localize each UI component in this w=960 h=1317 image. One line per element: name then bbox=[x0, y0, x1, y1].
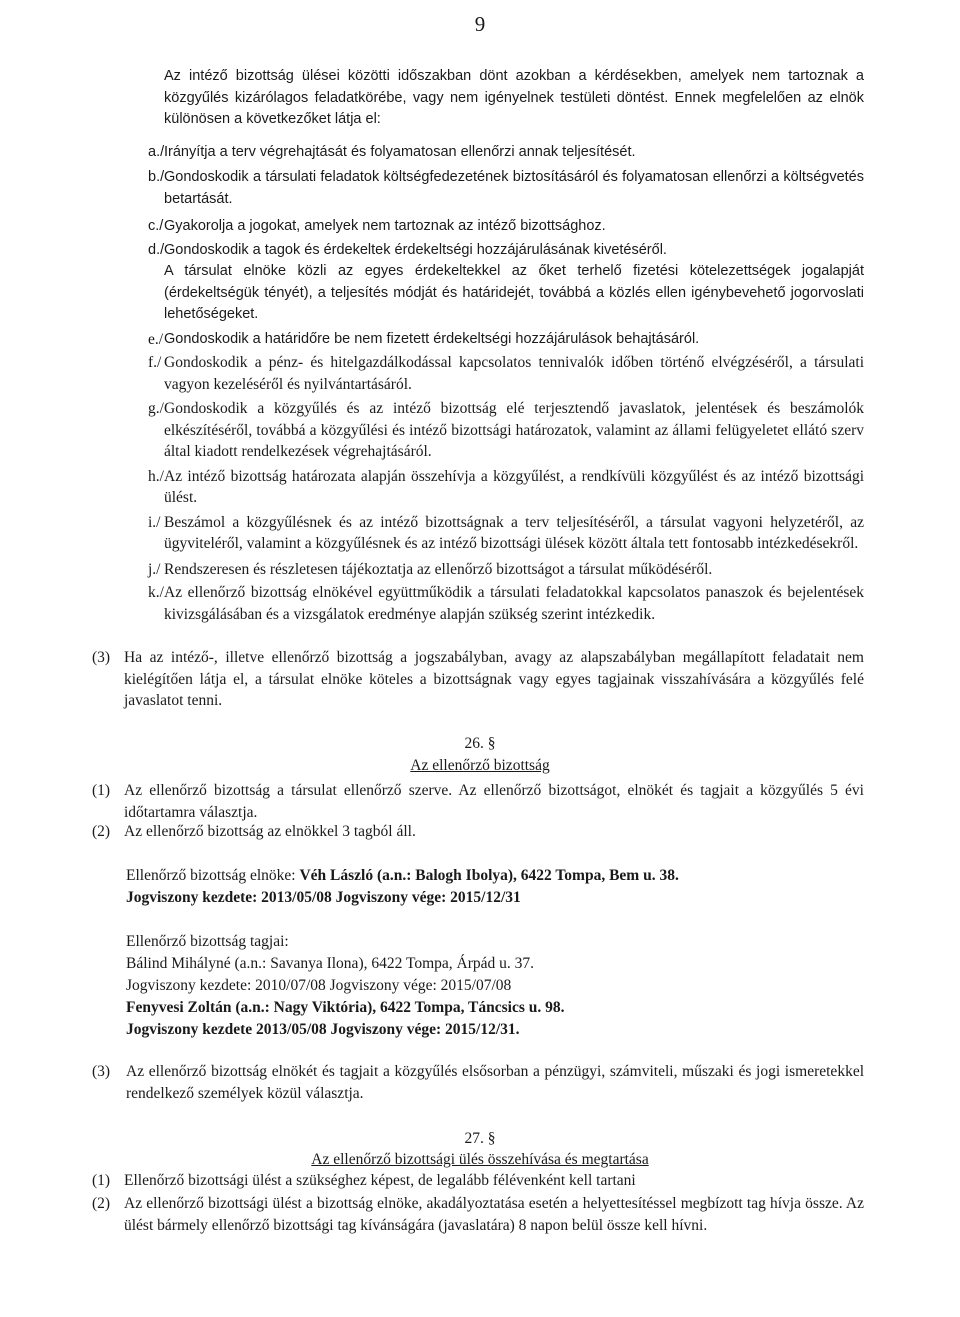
member-2-term: Jogviszony kezdete 2013/05/08 Jogviszony vége: 2015/12/31. bbox=[126, 1021, 520, 1038]
item-label: a./ bbox=[148, 144, 165, 160]
item-label: j./ bbox=[148, 560, 161, 578]
section-26-title: Az ellenőrző bizottság bbox=[410, 757, 550, 774]
members-heading: Ellenőrző bizottság tagjai: bbox=[126, 933, 289, 950]
s27-paragraph-2 bbox=[92, 1193, 864, 1236]
item-text: Gondoskodik a határidőre be nem fizetett érdekeltségi hozzájárulások behajtásáról. bbox=[164, 330, 700, 347]
chair-line bbox=[126, 865, 679, 887]
item-label: i./ bbox=[148, 513, 161, 531]
member-1-term: Jogviszony kezdete: 2010/07/08 Jogviszony vége: 2015/07/08 bbox=[126, 977, 512, 994]
paragraph-text: Az ellenőrző bizottság a társulat ellenőrző szerve. Az ellenőrző bizottságot, elnökét és tagjait a közgyűlés 5 évi időtartamra választja. bbox=[124, 782, 864, 821]
item-label: k./ bbox=[148, 584, 164, 601]
duties-list bbox=[148, 142, 864, 625]
list-item bbox=[148, 398, 864, 463]
item-text: Irányítja a terv végrehajtását és folyamatosan ellenőrzi annak teljesítését. bbox=[164, 144, 636, 160]
paragraph-3 bbox=[92, 647, 864, 712]
paragraph-label: (1) bbox=[92, 782, 111, 799]
list-item bbox=[148, 329, 864, 351]
item-text: Gondoskodik a pénz- és hitelgazdálkodással kapcsolatos tennivalók időben történő elvégzéséről, a társulati vagyon kezeléséről és nyilvántartásáról. bbox=[164, 354, 864, 393]
member-1-name: Bálind Mihályné (a.n.: Savanya Ilona), 6422 Tompa, Árpád u. 37. bbox=[126, 955, 535, 972]
item-extra-text: A társulat elnöke közli az egyes érdekeltekkel az őket terhelő fizetési kötelezettségek jogalapját (érdekeltségük tényét), a teljesítés módját és határidejét, továbbá a közlés ellen igénybevehető jogorvoslati lehetőségeket. bbox=[164, 263, 864, 322]
item-text: Az ellenőrző bizottság elnökével együttműködik a társulati feladatokkal kapcsolatos panaszok és bejelentések kivizsgálásában és a vizsgálatok eredménye alapján szükség szerint intézkedik. bbox=[164, 584, 864, 623]
list-item bbox=[148, 240, 864, 326]
item-text: Gondoskodik a tagok és érdekeltek érdekeltségi hozzájárulásának kivetéséről. bbox=[164, 241, 667, 258]
paragraph-text: Az ellenőrző bizottság az elnökkel 3 tagból áll. bbox=[124, 823, 416, 840]
item-label: g./ bbox=[148, 400, 164, 417]
paragraph-text: Az ellenőrző bizottsági ülést a bizottság elnöke, akadályoztatása esetén a helyettesítéssel megbízott tag hívja össze. Az ülést bármely ellenőrző bizottsági tag kívánságára (javaslatára) 8 napon belül össze kell hívni. bbox=[124, 1195, 864, 1234]
item-text: Rendszeresen és részletesen tájékoztatja az ellenőrző bizottságot a társulat működéséről. bbox=[164, 560, 713, 578]
item-label: b./ bbox=[148, 169, 165, 185]
paragraph-text: Ha az intéző-, illetve ellenőrző bizottság a jogszabályban, avagy az alapszabályban megállapított feladatait nem kielégítően látja el, a társulat elnöke köteles a bizottságnak vagy egyes tagjainak visszahívására a közgyűlés felé javaslatot tenni. bbox=[124, 649, 864, 709]
chair-prefix: Ellenőrző bizottság elnöke: bbox=[126, 867, 300, 884]
section-27-number: 27. § bbox=[464, 1130, 496, 1147]
list-item bbox=[148, 582, 864, 625]
list-item bbox=[148, 466, 864, 509]
paragraph-label: (3) bbox=[92, 649, 111, 666]
item-text: Beszámol a közgyűlésnek és az intéző bizottságnak a terv teljesítéséről, a társulat vagyoni helyzetéről, az ügyviteléről, valamint a közgyűlésnek és az intéző bizottsági ülések között általa tett fontosabb intézkedésekről. bbox=[164, 513, 864, 552]
item-text: Gyakorolja a jogokat, amelyek nem tartoznak az intéző bizottsághoz. bbox=[164, 218, 606, 234]
list-item bbox=[148, 352, 864, 395]
paragraph-text: Az ellenőrző bizottság elnökét és tagjait a közgyűlés elsősorban a pénzügyi, számviteli, műszaki és jogi ismeretekkel rendelkező személyek közül választja. bbox=[126, 1063, 864, 1102]
intro-paragraph: Az intéző bizottság ülései közötti időszakban dönt azokban a kérdésekben, amelyek nem tartoznak a közgyűlés kizárólagos feladatkörébe, vagy nem igényelnek testületi döntést. Ennek megfelelően az elnök különösen a következőket látja el: bbox=[164, 68, 864, 127]
list-item bbox=[148, 559, 864, 581]
chair-name: Véh László (a.n.: Balogh Ibolya), 6422 Tompa, Bem u. 38. bbox=[299, 867, 679, 884]
page-number: 9 bbox=[474, 12, 486, 36]
item-label: c./ bbox=[148, 218, 164, 234]
s27-paragraph-1 bbox=[92, 1170, 864, 1192]
list-item bbox=[148, 216, 864, 238]
item-label: h./ bbox=[148, 467, 164, 485]
item-body bbox=[164, 240, 864, 326]
item-label: f./ bbox=[148, 354, 162, 371]
section-27-title: Az ellenőrző bizottsági ülés összehívása és megtartása bbox=[311, 1151, 649, 1168]
s26-paragraph-1 bbox=[92, 780, 864, 823]
paragraph-text: Ellenőrző bizottsági ülést a szükséghez képest, de legalább félévenként kell tartani bbox=[124, 1172, 636, 1189]
item-text: Gondoskodik a társulati feladatok költségfedezetének biztosításáról és folyamatosan ellenőrzi a költségvetés betartását. bbox=[164, 169, 864, 207]
list-item bbox=[148, 512, 864, 555]
s26-paragraph-2 bbox=[92, 821, 864, 843]
item-label: d./ bbox=[148, 241, 165, 258]
paragraph-label: (3) bbox=[92, 1063, 111, 1080]
paragraph-label: (2) bbox=[92, 1195, 111, 1212]
member-2-name: Fenyvesi Zoltán (a.n.: Nagy Viktória), 6422 Tompa, Táncsics u. 98. bbox=[126, 999, 565, 1016]
list-item bbox=[148, 167, 864, 210]
list-item bbox=[148, 142, 864, 163]
chair-term: Jogviszony kezdete: 2013/05/08 Jogviszony vége: 2015/12/31 bbox=[126, 889, 521, 906]
paragraph-label: (1) bbox=[92, 1172, 111, 1189]
item-text: Az intéző bizottság határozata alapján összehívja a közgyűlést, a rendkívüli közgyűlést és az intéző bizottsági ülést. bbox=[164, 467, 864, 506]
s26-paragraph-3 bbox=[92, 1061, 864, 1104]
item-text: Gondoskodik a közgyűlés és az intéző bizottság elé terjesztendő javaslatok, jelentések és beszámolók elkészítéséről, továbbá a közgyűlési és intéző bizottsági határozatok, valamint az állami felügyeletet ellátó szerv által kiadott rendelkezések végrehajtásáról. bbox=[164, 400, 864, 460]
section-26-number: 26. § bbox=[464, 735, 496, 752]
paragraph-label: (2) bbox=[92, 823, 111, 840]
item-label: e./ bbox=[148, 330, 164, 348]
